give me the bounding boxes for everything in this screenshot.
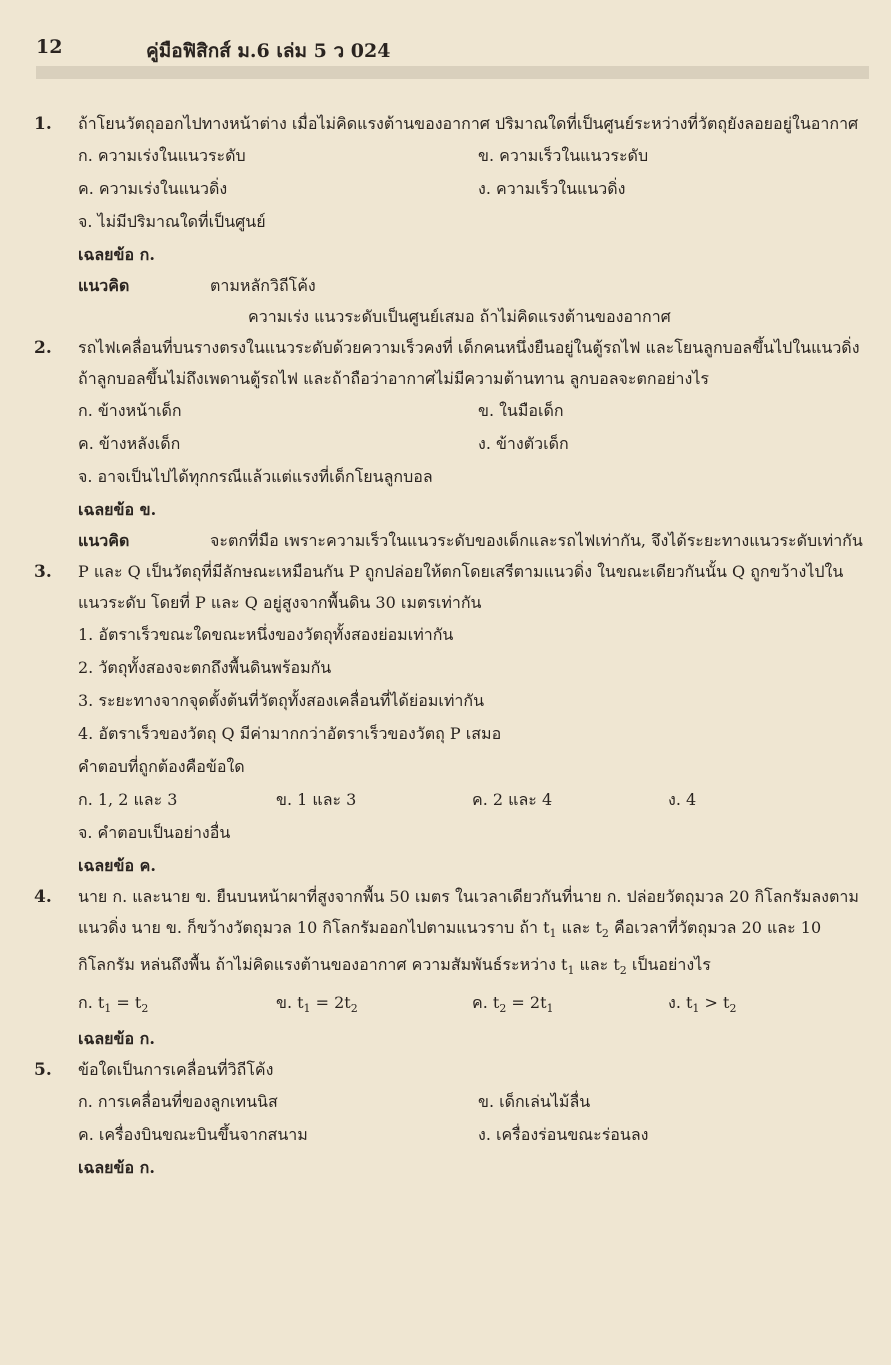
concept-label: แนวคิด [78, 531, 130, 550]
option-b: ข. ในมือเด็ก [478, 401, 564, 420]
answer-key: เฉลยข้อ ก. [78, 1029, 155, 1049]
subscript: 1 [567, 964, 575, 978]
option-d: ง. 4 [668, 790, 697, 809]
concept-text: จะตกที่มือ เพราะความเร็วในแนวระดับของเด็กและรถไฟเท่ากัน, จึงได้ระยะทางแนวระดับเท่ากัน [210, 531, 863, 550]
question-5 [30, 1054, 869, 1183]
header-rule [36, 66, 869, 79]
answer-key: เฉลยข้อ ค. [78, 856, 156, 875]
question-number: 3. [34, 562, 52, 582]
question-number: 1. [34, 114, 52, 134]
option-d: ง. $t_1 > t_2$ [668, 993, 737, 1016]
option-d: ง. เครื่องร่อนขณะร่อนลง [478, 1125, 649, 1145]
subscript: 2 [619, 964, 627, 978]
option-c: ค. ความเร่งในแนวดิ่ง [78, 179, 228, 198]
concept-text-line-2: ความเร่ง แนวระดับเป็นศูนย์เสมอ ถ้าไม่คิดแรงต้านของอากาศ [248, 307, 671, 326]
answer-key: เฉลยข้อ ก. [78, 1158, 155, 1178]
symbol-t: t [613, 955, 620, 975]
subscript: 1 [549, 927, 557, 941]
option-b: ข. $t_1 = 2t_2$ [276, 993, 358, 1016]
question-number: 2. [34, 338, 52, 358]
stem-text: และ [556, 918, 596, 937]
option-a: ก. การเคลื่อนที่ของลูกเทนนิส [78, 1092, 278, 1112]
question-list [30, 108, 869, 1183]
statement-4: 4. อัตราเร็วของวัตถุ Q มีค่ามากกว่าอัตราเร็วของวัตถุ P เสมอ [78, 724, 502, 743]
question-stem: รถไฟเคลื่อนที่บนรางตรงในแนวระดับด้วยความเร็วคงที่ เด็กคนหนึ่งยืนอยู่ในตู้รถไฟ และโยนลูกบอลขึ้นไปในแนวดิ่ง ถ้าลูกบอลขึ้นไม่ถึงเพดานตู้รถไฟ และถ้าถือว่าอากาศไม่มีความต้านทาน ลูกบอลจะตกอย่างไร [78, 338, 860, 388]
question-stem: P และ Q เป็นวัตถุที่มีลักษณะเหมือนกัน P ถูกปล่อยให้ตกโดยเสรีตามแนวดิ่ง ในขณะเดียวกันนั้น Q ถูกขว้างไปในแนวระดับ โดยที่ P และ Q อยู่สูงจากพื้นดิน 30 เมตรเท่ากัน [78, 562, 844, 612]
symbol-t: t [595, 918, 602, 937]
option-a: ก. 1, 2 และ 3 [78, 790, 178, 809]
concept-text: ตามหลักวิถีโค้ง [210, 276, 316, 295]
stem-text: และ [574, 955, 614, 975]
concept-note [78, 270, 869, 332]
option-e: จ. อาจเป็นไปได้ทุกกรณีแล้วแต่แรงที่เด็กโยนลูกบอล [78, 467, 433, 486]
option-b: ข. 1 และ 3 [276, 790, 357, 809]
option-d: ง. ข้างตัวเด็ก [478, 434, 569, 453]
option-b: ข. เด็กเล่นไม้ลื่น [478, 1092, 591, 1112]
symbol-t: t [561, 955, 568, 975]
question-stem: ข้อใดเป็นการเคลื่อนที่วิถีโค้ง [78, 1060, 274, 1080]
question-stem: ถ้าโยนวัตถุออกไปทางหน้าต่าง เมื่อไม่คิดแรงต้านของอากาศ ปริมาณใดที่เป็นศูนย์ระหว่างที่วัตถุยังลอยอยู่ในอากาศ [78, 114, 859, 133]
stem-text: นาย ก. และนาย ข. ยืนบนหน้าผาที่สูงจากพื้น 50 เมตร ในเวลาเดียวกันที่นาย ก. ปล่อยวัตถุมวล 20 กิโลกรัมลงตามแนวดิ่ง นาย ข. ก็ขว้างวัตถุมวล 10 กิโลกรัมออกไปตามแนวราบ ถ้า [78, 887, 859, 937]
page-number: 12 [36, 36, 63, 58]
option-c: ค. 2 และ 4 [472, 790, 553, 809]
statement-1: 1. อัตราเร็วขณะใดขณะหนึ่งของวัตถุทั้งสองย่อมเท่ากัน [78, 625, 454, 644]
stem-text: คือเวลาที่วัตถุมวล 20 และ 10 กิโลกรัม หล่นถึงพื้น ถ้าไม่คิดแรงต้านของอากาศ ความสัมพันธ์ระหว่าง [78, 918, 822, 975]
question-2 [30, 332, 869, 556]
stem-text: เป็นอย่างไร [626, 955, 711, 975]
option-d: ง. ความเร็วในแนวดิ่ง [478, 179, 626, 198]
option-a: ก. ข้างหน้าเด็ก [78, 401, 182, 420]
option-e: จ. ไม่มีปริมาณใดที่เป็นศูนย์ [78, 212, 266, 231]
page-header [36, 36, 871, 62]
subscript: 2 [601, 927, 609, 941]
option-a: ก. ความเร่งในแนวระดับ [78, 146, 246, 165]
concept-label: แนวคิด [78, 276, 130, 295]
book-title: คู่มือฟิสิกส์ ม.6 เล่ม 5 ว 024 [146, 40, 391, 62]
option-e: จ. คำตอบเป็นอย่างอื่น [78, 823, 231, 842]
answer-key: เฉลยข้อ ข. [78, 500, 157, 519]
symbol-t: t [543, 918, 550, 937]
option-a: ก. $t_1 = t_2$ [78, 993, 149, 1016]
question-number: 4. [34, 887, 52, 907]
question-1 [30, 108, 869, 332]
statement-3: 3. ระยะทางจากจุดตั้งต้นที่วัตถุทั้งสองเคลื่อนที่ได้ย่อมเท่ากัน [78, 691, 485, 710]
option-c: ค. $t_2 = 2t_1$ [472, 993, 554, 1016]
question-stem [78, 881, 869, 986]
question-3 [30, 556, 869, 881]
option-c: ค. ข้างหลังเด็ก [78, 434, 181, 453]
answer-key: เฉลยข้อ ก. [78, 245, 155, 264]
concept-note [78, 525, 869, 556]
option-c: ค. เครื่องบินขณะบินขึ้นจากสนาม [78, 1125, 308, 1145]
question-4 [30, 881, 869, 1054]
question-prompt: คำตอบที่ถูกต้องคือข้อใด [78, 757, 245, 776]
question-number: 5. [34, 1060, 52, 1081]
option-b: ข. ความเร็วในแนวระดับ [478, 146, 649, 165]
statement-2: 2. วัตถุทั้งสองจะตกถึงพื้นดินพร้อมกัน [78, 658, 332, 677]
